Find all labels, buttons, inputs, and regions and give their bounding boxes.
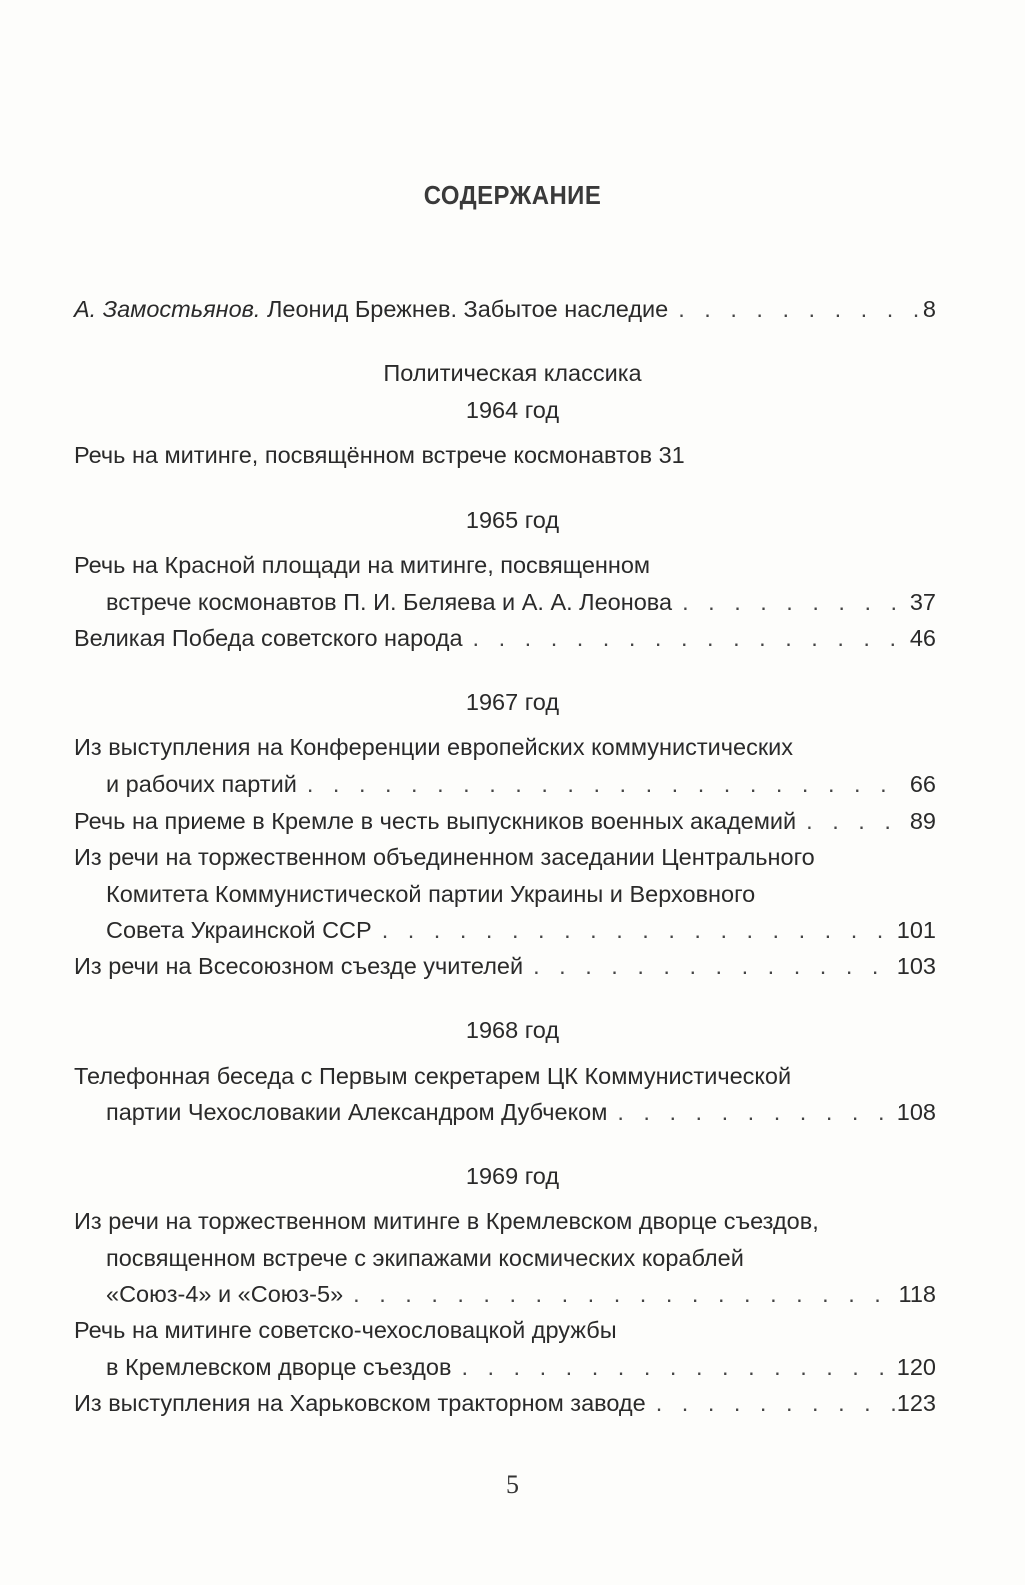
entry-title-line: Речь на митинге советско-чехословацкой дружбы xyxy=(74,1317,617,1343)
toc-entry[interactable] xyxy=(74,550,936,580)
entry-page-number: 103 xyxy=(896,953,936,979)
entry-page-number: 89 xyxy=(909,808,936,834)
entry-title: Из речи на Всесоюзном съезде учителей xyxy=(74,953,524,979)
toc-entry[interactable] xyxy=(74,842,936,872)
dot-leader xyxy=(353,1279,896,1309)
entry-title-line: посвященном встрече с экипажами космических кораблей xyxy=(106,1245,744,1271)
entry-page-number: 123 xyxy=(896,1390,936,1416)
dot-leader xyxy=(806,806,908,836)
entry-title: Леонид Брежнев. Забытое наследие xyxy=(260,296,669,322)
entry-title: Речь на приеме в Кремле в честь выпускников военных академий xyxy=(74,808,797,834)
toc-entry-continuation[interactable] xyxy=(106,915,936,945)
toc-entry[interactable] xyxy=(74,1061,936,1091)
dot-leader xyxy=(461,1352,894,1382)
entry-page-number: 8 xyxy=(922,296,936,322)
year-heading-1968: 1968 год xyxy=(465,1017,560,1043)
page-number: 5 xyxy=(506,1470,519,1499)
entry-title-line: Комитета Коммунистической партии Украины и Верховного xyxy=(106,881,756,907)
entry-author: А. Замостьянов. xyxy=(74,296,261,322)
entry-title-line: Речь на Красной площади на митинге, посвященном xyxy=(74,552,651,578)
toc-entry[interactable] xyxy=(74,1315,936,1345)
entry-title-line: Совета Украинской ССР xyxy=(106,917,372,943)
toc-entry-continuation[interactable] xyxy=(106,879,936,909)
toc-entry[interactable] xyxy=(74,1388,936,1418)
dot-leader xyxy=(682,587,908,617)
entry-page-number: 108 xyxy=(896,1099,936,1125)
year-heading-1965: 1965 год xyxy=(465,507,560,533)
entry-title: Из выступления на Харьковском тракторном заводе xyxy=(74,1390,646,1416)
dot-leader xyxy=(617,1097,894,1127)
entry-title-line: встрече космонавтов П. И. Беляева и А. А. Леонова xyxy=(106,589,673,615)
dot-leader xyxy=(656,1388,895,1418)
dot-leader xyxy=(678,294,921,324)
toc-entry-continuation[interactable] xyxy=(106,1352,936,1382)
toc-entry-continuation[interactable] xyxy=(106,1279,936,1309)
entry-title-line: и рабочих партий xyxy=(106,771,297,797)
entry-page-number: 66 xyxy=(909,771,936,797)
entry-title-line: «Союз-4» и «Союз-5» xyxy=(106,1281,344,1307)
entry-page-number: 118 xyxy=(898,1281,936,1307)
entry-title-line: Телефонная беседа с Первым секретарем ЦК Коммунистической xyxy=(74,1063,792,1089)
entry-page-number: 101 xyxy=(896,917,936,943)
toc-entry[interactable] xyxy=(74,623,936,653)
dot-leader xyxy=(533,951,895,981)
entry-title: Великая Победа советского народа xyxy=(74,625,463,651)
entry-page-number: 37 xyxy=(909,589,936,615)
toc-entry-continuation[interactable] xyxy=(106,587,936,617)
dot-leader xyxy=(307,769,908,799)
part-heading: Политическая классика xyxy=(383,360,642,386)
entry-title: Речь на митинге, посвящённом встрече космонавтов 31 xyxy=(74,442,685,468)
toc-entry-continuation[interactable] xyxy=(106,769,936,799)
entry-title-line: Из речи на торжественном митинге в Кремлевском дворце съездов, xyxy=(74,1208,819,1234)
entry-page-number: 46 xyxy=(909,625,936,651)
entry-page-number: 120 xyxy=(896,1354,936,1380)
toc-entry[interactable] xyxy=(74,951,936,981)
toc-entry[interactable] xyxy=(74,1206,936,1236)
page-title: СОДЕРЖАНИЕ xyxy=(423,180,602,210)
toc-entry[interactable] xyxy=(74,732,936,762)
entry-title-line: Из речи на торжественном объединенном заседании Центрального xyxy=(74,844,815,870)
toc-entry-intro[interactable] xyxy=(74,294,936,324)
year-heading-1964: 1964 год xyxy=(465,397,560,423)
toc-entry[interactable] xyxy=(74,440,936,470)
toc-entry-continuation[interactable] xyxy=(106,1243,936,1273)
entry-title-line: Из выступления на Конференции европейских коммунистических xyxy=(74,734,793,760)
year-heading-1967: 1967 год xyxy=(465,689,560,715)
dot-leader xyxy=(382,915,895,945)
entry-title-line: партии Чехословакии Александром Дубчеком xyxy=(106,1099,608,1125)
toc-entry[interactable] xyxy=(74,806,936,836)
toc-entry-continuation[interactable] xyxy=(106,1097,936,1127)
dot-leader xyxy=(473,623,908,653)
entry-title-line: в Кремлевском дворце съездов xyxy=(106,1354,452,1380)
year-heading-1969: 1969 год xyxy=(465,1163,560,1189)
